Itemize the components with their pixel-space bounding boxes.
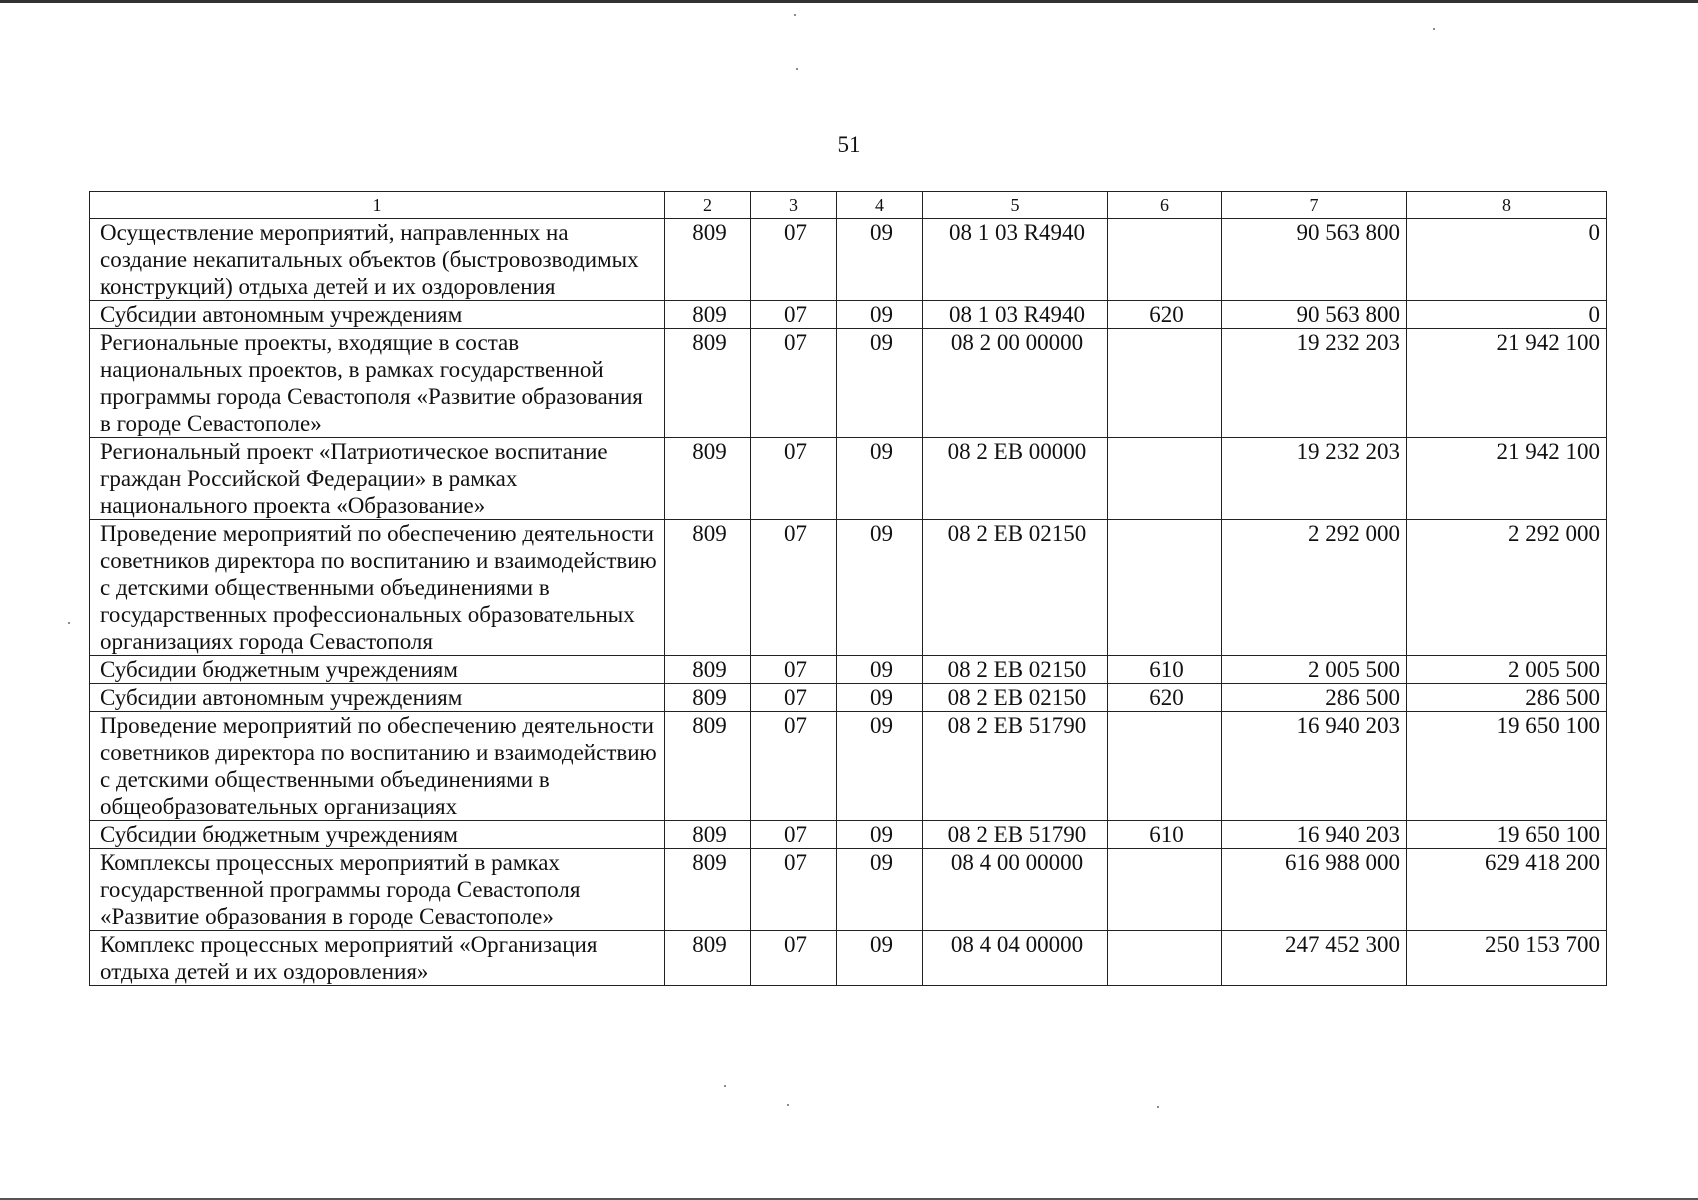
row-col7-cell: 90 563 800 [1222, 301, 1407, 329]
row-col3-cell: 07 [751, 219, 837, 301]
row-col8-cell: 286 500 [1407, 684, 1607, 712]
table-row [90, 821, 1607, 849]
row-col5-cell: 08 2 EB 00000 [923, 438, 1108, 520]
header-cell-7: 7 [1222, 192, 1407, 219]
row-col3-cell: 07 [751, 712, 837, 821]
row-col3-cell: 07 [751, 301, 837, 329]
row-col2-cell: 809 [665, 438, 751, 520]
row-col4-cell: 09 [837, 301, 923, 329]
row-col5-cell: 08 1 03 R4940 [923, 219, 1108, 301]
row-col2-cell: 809 [665, 219, 751, 301]
row-col4-cell: 09 [837, 329, 923, 438]
scan-speck [1157, 1106, 1159, 1108]
row-col4-cell: 09 [837, 712, 923, 821]
row-col8-cell: 21 942 100 [1407, 438, 1607, 520]
row-col7-cell: 19 232 203 [1222, 329, 1407, 438]
row-col6-cell: 620 [1108, 684, 1222, 712]
header-cell-1: 1 [90, 192, 665, 219]
table-body [90, 219, 1607, 986]
row-col7-cell: 19 232 203 [1222, 438, 1407, 520]
row-col7-cell: 16 940 203 [1222, 821, 1407, 849]
row-col5-cell: 08 2 EB 51790 [923, 821, 1108, 849]
row-col7-cell: 16 940 203 [1222, 712, 1407, 821]
row-name-cell: Региональные проекты, входящие в состав национальных проектов, в рамках государственной программы города Севастополя «Развитие образования в городе Севастополе» [90, 329, 665, 438]
row-col3-cell: 07 [751, 821, 837, 849]
row-col8-cell: 21 942 100 [1407, 329, 1607, 438]
row-col7-cell: 2 005 500 [1222, 656, 1407, 684]
table-row [90, 520, 1607, 656]
row-name-cell: Комплексы процессных мероприятий в рамках государственной программы города Севастополя «Развитие образования в городе Севастополе» [90, 849, 665, 931]
row-name-cell: Осуществление мероприятий, направленных на создание некапитальных объектов (быстровозводимых конструкций) отдыха детей и их оздоровления [90, 219, 665, 301]
row-col8-cell: 0 [1407, 301, 1607, 329]
row-name-cell: Комплекс процессных мероприятий «Организация отдыха детей и их оздоровления» [90, 931, 665, 986]
table-row [90, 329, 1607, 438]
row-col7-cell: 286 500 [1222, 684, 1407, 712]
row-col8-cell: 629 418 200 [1407, 849, 1607, 931]
row-col6-cell [1108, 520, 1222, 656]
table-row [90, 684, 1607, 712]
row-name-cell: Проведение мероприятий по обеспечению деятельности советников директора по воспитанию и взаимодействию с детскими общественными объединениями в государственных профессиональных образовательных организациях города Севастополя [90, 520, 665, 656]
row-col8-cell: 19 650 100 [1407, 821, 1607, 849]
header-cell-5: 5 [923, 192, 1108, 219]
row-col6-cell: 620 [1108, 301, 1222, 329]
scan-speck [1433, 28, 1435, 30]
scan-speck [68, 622, 70, 624]
row-col7-cell: 90 563 800 [1222, 219, 1407, 301]
row-col2-cell: 809 [665, 849, 751, 931]
scan-speck [796, 68, 798, 70]
budget-table [89, 191, 1607, 986]
row-col8-cell: 250 153 700 [1407, 931, 1607, 986]
row-col5-cell: 08 2 EB 02150 [923, 684, 1108, 712]
header-cell-8: 8 [1407, 192, 1607, 219]
row-col6-cell [1108, 329, 1222, 438]
row-col6-cell [1108, 219, 1222, 301]
row-col5-cell: 08 1 03 R4940 [923, 301, 1108, 329]
scan-speck [787, 1104, 789, 1106]
row-col2-cell: 809 [665, 329, 751, 438]
row-name-cell: Проведение мероприятий по обеспечению деятельности советников директора по воспитанию и взаимодействию с детскими общественными объединениями в общеобразовательных организациях [90, 712, 665, 821]
table-row [90, 301, 1607, 329]
table-row [90, 849, 1607, 931]
row-col7-cell: 2 292 000 [1222, 520, 1407, 656]
row-col6-cell: 610 [1108, 821, 1222, 849]
row-col5-cell: 08 2 EB 02150 [923, 520, 1108, 656]
row-col2-cell: 809 [665, 301, 751, 329]
row-col2-cell: 809 [665, 520, 751, 656]
row-col3-cell: 07 [751, 684, 837, 712]
row-col2-cell: 809 [665, 684, 751, 712]
table-row [90, 931, 1607, 986]
row-col3-cell: 07 [751, 656, 837, 684]
row-col4-cell: 09 [837, 849, 923, 931]
header-cell-3: 3 [751, 192, 837, 219]
row-name-cell: Субсидии автономным учреждениям [90, 301, 665, 329]
row-name-cell: Субсидии бюджетным учреждениям [90, 656, 665, 684]
row-col6-cell [1108, 438, 1222, 520]
row-col8-cell: 0 [1407, 219, 1607, 301]
row-col6-cell: 610 [1108, 656, 1222, 684]
row-col4-cell: 09 [837, 520, 923, 656]
row-col8-cell: 2 292 000 [1407, 520, 1607, 656]
row-col5-cell: 08 2 EB 51790 [923, 712, 1108, 821]
row-col4-cell: 09 [837, 656, 923, 684]
row-col4-cell: 09 [837, 684, 923, 712]
row-col3-cell: 07 [751, 931, 837, 986]
row-col3-cell: 07 [751, 520, 837, 656]
table-row [90, 438, 1607, 520]
scan-speck [794, 14, 796, 16]
row-col2-cell: 809 [665, 712, 751, 821]
header-cell-2: 2 [665, 192, 751, 219]
row-col4-cell: 09 [837, 931, 923, 986]
row-col6-cell [1108, 849, 1222, 931]
header-cell-6: 6 [1108, 192, 1222, 219]
row-col3-cell: 07 [751, 849, 837, 931]
row-col4-cell: 09 [837, 438, 923, 520]
row-name-cell: Субсидии бюджетным учреждениям [90, 821, 665, 849]
row-col4-cell: 09 [837, 821, 923, 849]
row-col3-cell: 07 [751, 329, 837, 438]
row-col6-cell [1108, 931, 1222, 986]
scan-edge-top [0, 0, 1698, 3]
row-col5-cell: 08 4 00 00000 [923, 849, 1108, 931]
row-name-cell: Субсидии автономным учреждениям [90, 684, 665, 712]
row-col7-cell: 247 452 300 [1222, 931, 1407, 986]
scan-speck [724, 1085, 726, 1087]
page-number: 51 [837, 132, 861, 157]
row-col4-cell: 09 [837, 219, 923, 301]
row-col7-cell: 616 988 000 [1222, 849, 1407, 931]
header-cell-4: 4 [837, 192, 923, 219]
row-col2-cell: 809 [665, 931, 751, 986]
row-name-cell: Региональный проект «Патриотическое воспитание граждан Российской Федерации» в рамках национального проекта «Образование» [90, 438, 665, 520]
row-col2-cell: 809 [665, 656, 751, 684]
row-col5-cell: 08 2 00 00000 [923, 329, 1108, 438]
row-col3-cell: 07 [751, 438, 837, 520]
table-row [90, 656, 1607, 684]
row-col8-cell: 2 005 500 [1407, 656, 1607, 684]
header-row [90, 192, 1607, 219]
row-col2-cell: 809 [665, 821, 751, 849]
row-col5-cell: 08 4 04 00000 [923, 931, 1108, 986]
table-row [90, 712, 1607, 821]
row-col8-cell: 19 650 100 [1407, 712, 1607, 821]
table-row [90, 219, 1607, 301]
row-col5-cell: 08 2 EB 02150 [923, 656, 1108, 684]
row-col6-cell [1108, 712, 1222, 821]
